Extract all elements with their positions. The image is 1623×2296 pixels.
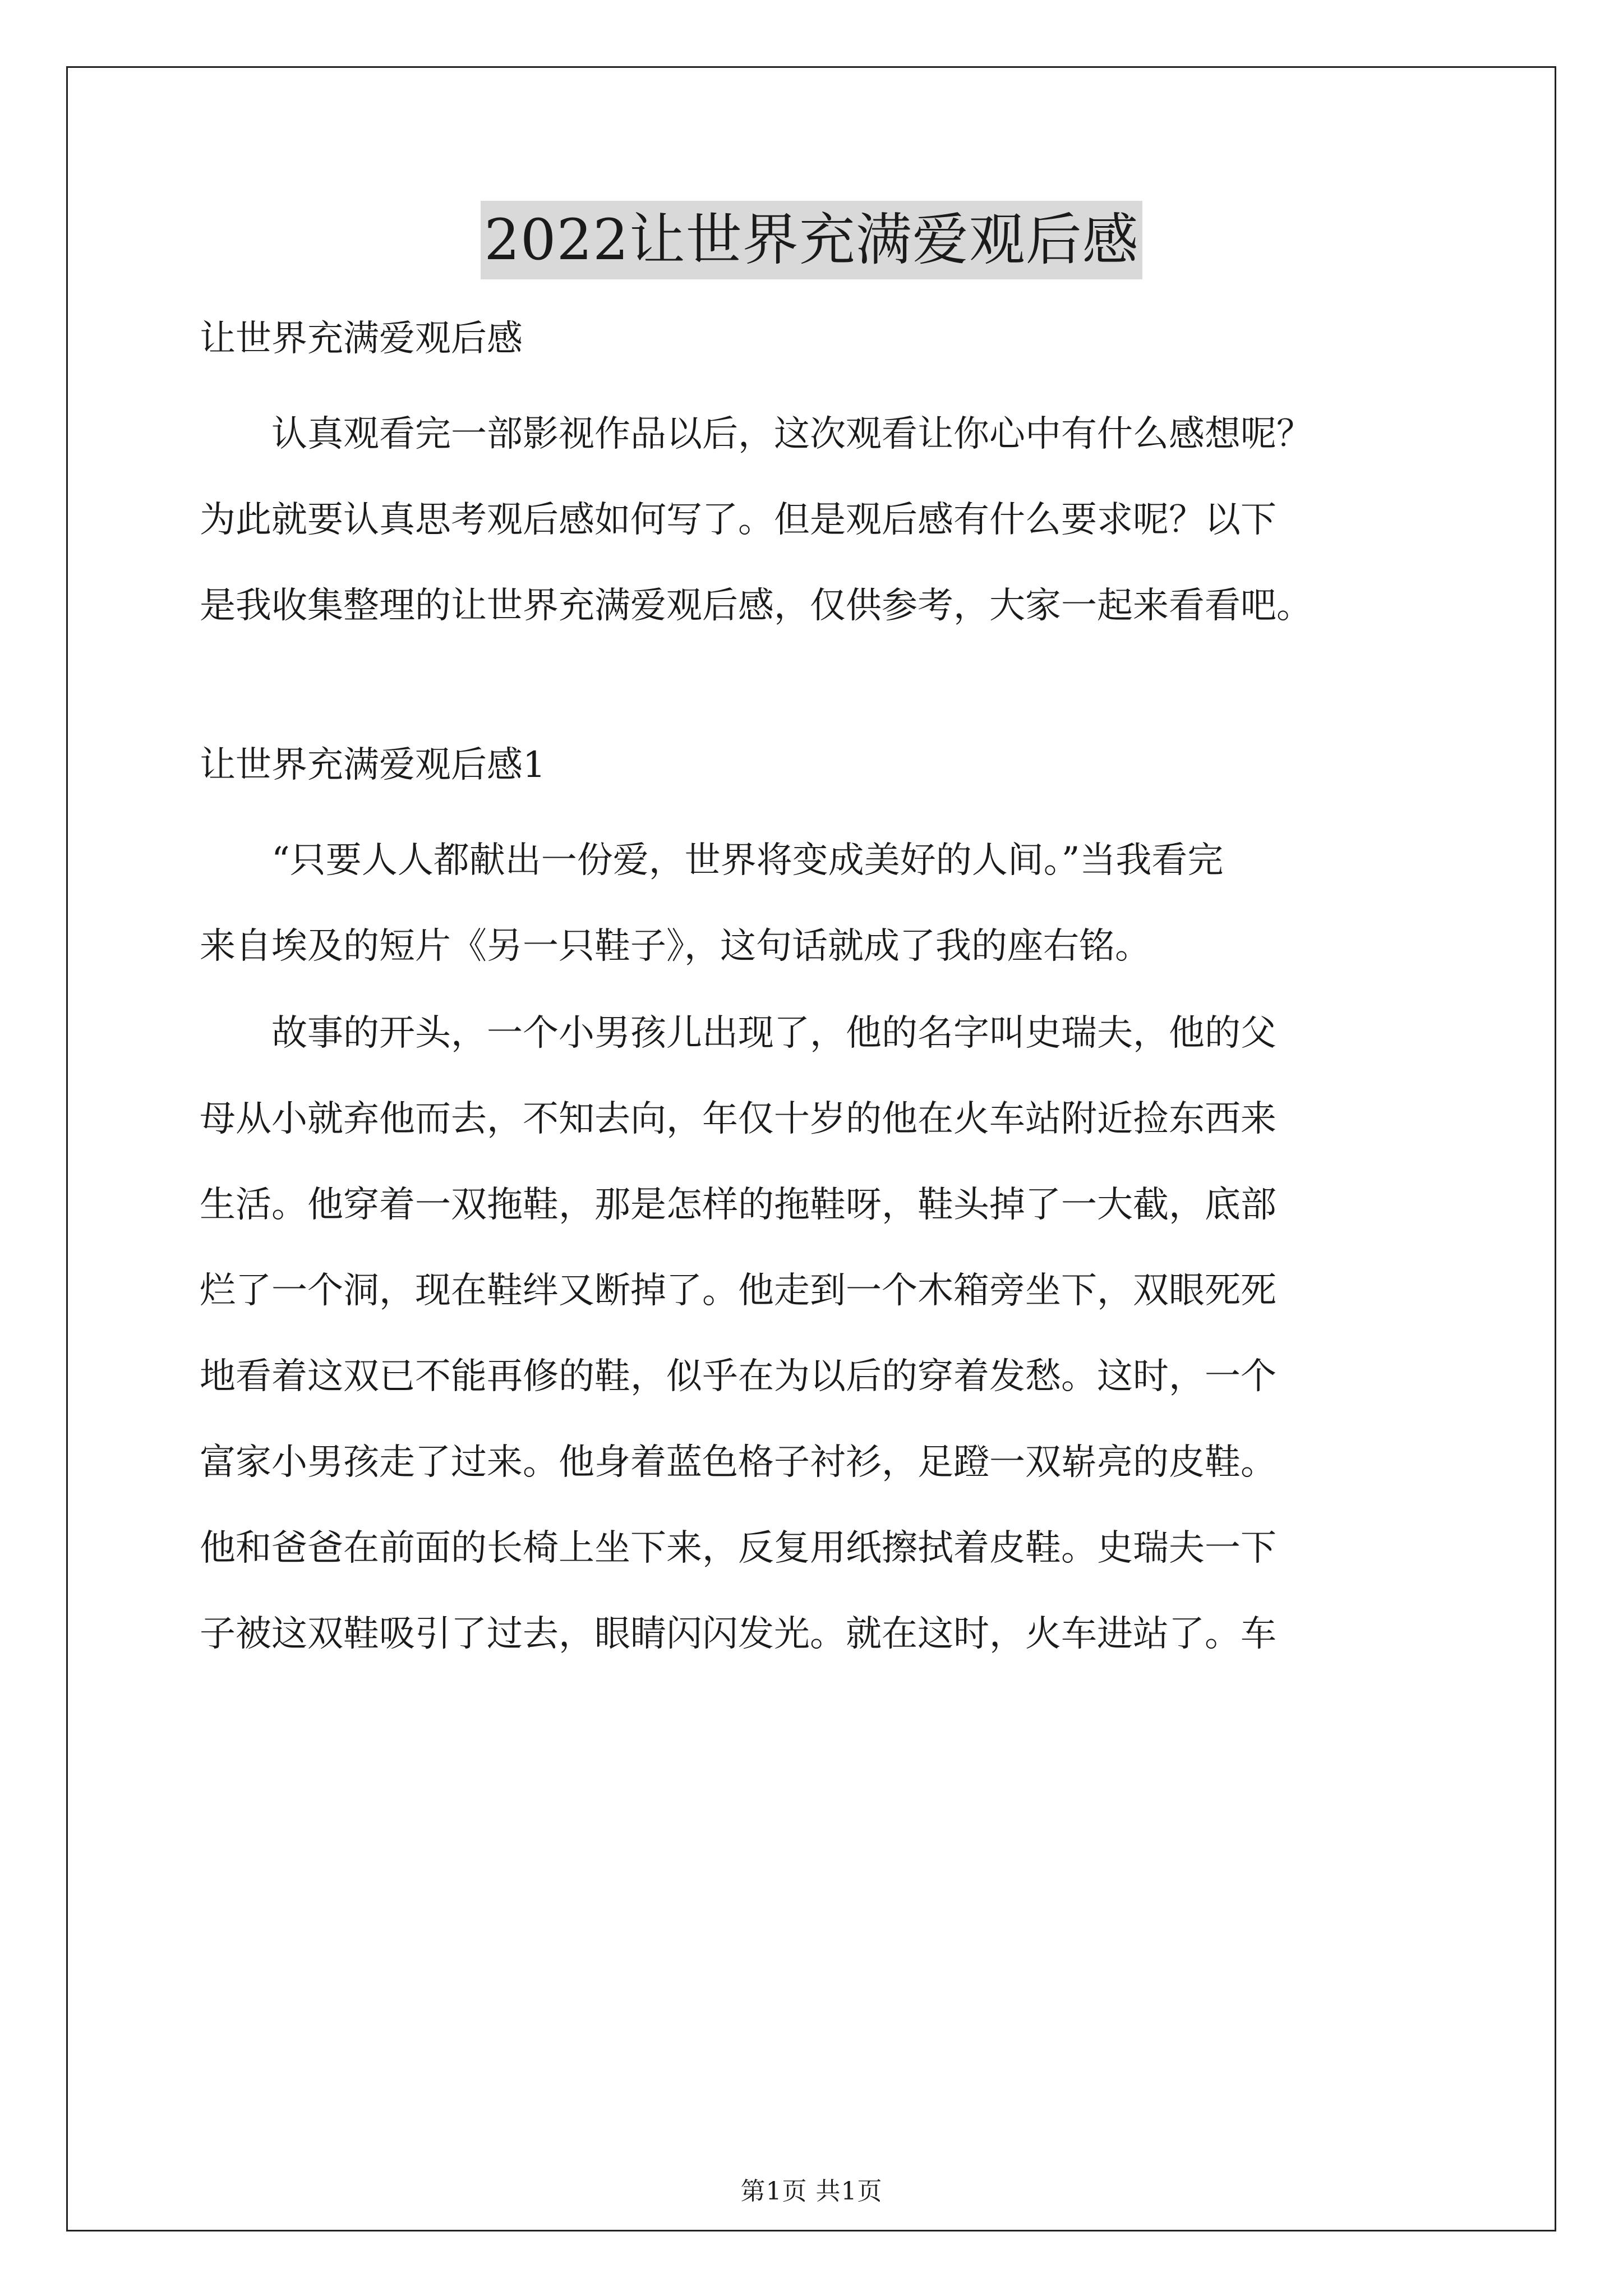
paragraph-line: 子被这双鞋吸引了过去，眼睛闪闪发光。就在这时，火车进站了。车	[200, 1613, 1276, 1655]
title-container	[0, 201, 1623, 279]
paragraph-line: “只要人人都献出一份爱，世界将变成美好的人间。”当我看完	[271, 840, 1224, 881]
intro-line: 认真观看完一部影视作品以后，这次观看让你心中有什么感想呢？	[271, 413, 1312, 455]
intro-line: 是我收集整理的让世界充满爱观后感，仅供参考，大家一起来看看吧。	[200, 585, 1312, 627]
page-footer: 第1页 共1页	[740, 2177, 883, 2206]
paragraph-line: 生活。他穿着一双拖鞋，那是怎样的拖鞋呀，鞋头掉了一大截，底部	[200, 1184, 1276, 1226]
paragraph-line: 烂了一个洞，现在鞋绊又断掉了。他走到一个木箱旁坐下，双眼死死	[200, 1270, 1276, 1312]
paragraph-line: 他和爸爸在前面的长椅上坐下来，反复用纸擦拭着皮鞋。史瑞夫一下	[200, 1527, 1276, 1569]
paragraph-line: 母从小就弃他而去，不知去向，年仅十岁的他在火车站附近捡东西来	[200, 1098, 1276, 1140]
paragraph-line: 地看着这双已不能再修的鞋，似乎在为以后的穿着发愁。这时，一个	[200, 1356, 1276, 1397]
intro-line: 为此就要认真思考观后感如何写了。但是观后感有什么要求呢？以下	[200, 499, 1276, 541]
subtitle: 让世界充满爱观后感	[200, 318, 523, 360]
paragraph-line: 来自埃及的短片《另一只鞋子》，这句话就成了我的座右铭。	[200, 926, 1151, 967]
paragraph-line: 富家小男孩走了过来。他身着蓝色格子衬衫，足蹬一双崭亮的皮鞋。	[200, 1442, 1276, 1483]
document-title: 2022让世界充满爱观后感	[481, 201, 1142, 279]
paragraph-line: 故事的开头，一个小男孩儿出现了，他的名字叫史瑞夫，他的父	[271, 1013, 1276, 1054]
section-heading: 让世界充满爱观后感1	[200, 744, 546, 786]
page-border	[66, 66, 1556, 2231]
